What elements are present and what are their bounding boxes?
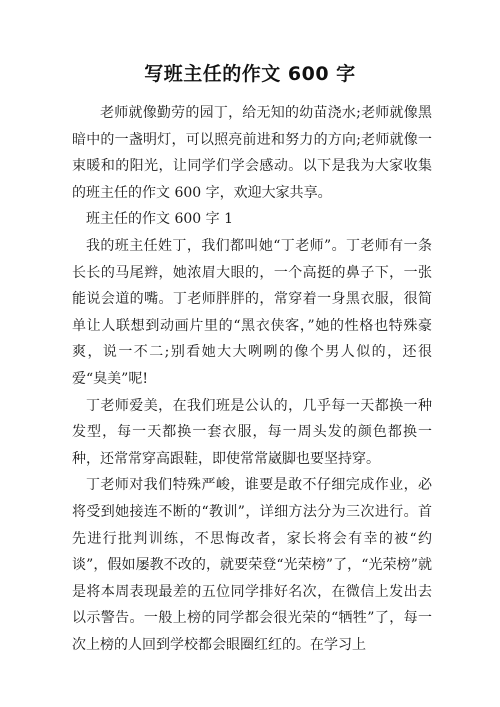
intro-paragraph: 老师就像勤劳的园丁，给无知的幼苗浇水;老师就像黑暗中的一盏明灯，可以照亮前进和努力的方向;老师就像一束暖和的阳光，让同学们学会感动。以下是我为大家收集的班主任的作文 600 字，欢迎大家共享。 (72, 105, 432, 201)
document-body (72, 100, 432, 658)
section-heading: 班主任的作文 600 字 1 (86, 211, 233, 228)
document-title: 写班主任的作文 600 字 (144, 63, 356, 85)
body-paragraph-2: 丁老师爱美，在我们班是公认的，几乎每一天都换一种发型，每一天都换一套衣服，每一周头发的颜色都换一种，还常常穿高跟鞋，即使常常崴脚也要坚持穿。 (72, 397, 432, 467)
body-paragraph-1: 我的班主任姓丁，我们都叫她“丁老师”。丁老师有一条长长的马尾辫，她浓眉大眼的，一个高挺的鼻子下，一张能说会道的嘴。丁老师胖胖的，常穿着一身黑衣服，很简单让人联想到动画片里的“黑衣侠客，”她的性格也特殊豪爽，说一不二;别看她大大咧咧的像个男人似的，还很爱“臭美”呢! (72, 237, 432, 387)
body-paragraph-3: 丁老师对我们特殊严峻，谁要是敢不仔细完成作业，必将受到她接连不断的“教训”，详细方法分为三次进行。首先进行批判训练，不思悔改者，家长将会有幸的被“约谈”，假如屡教不改的，就要荣登“光荣榜”了，“光荣榜”就是将本周表现最差的五位同学排好名次，在微信上发出去以示警告。一般上榜的同学都会很光荣的“牺牲”了，每一次上榜的人回到学校都会眼圈红红的。在学习上 (72, 477, 432, 653)
